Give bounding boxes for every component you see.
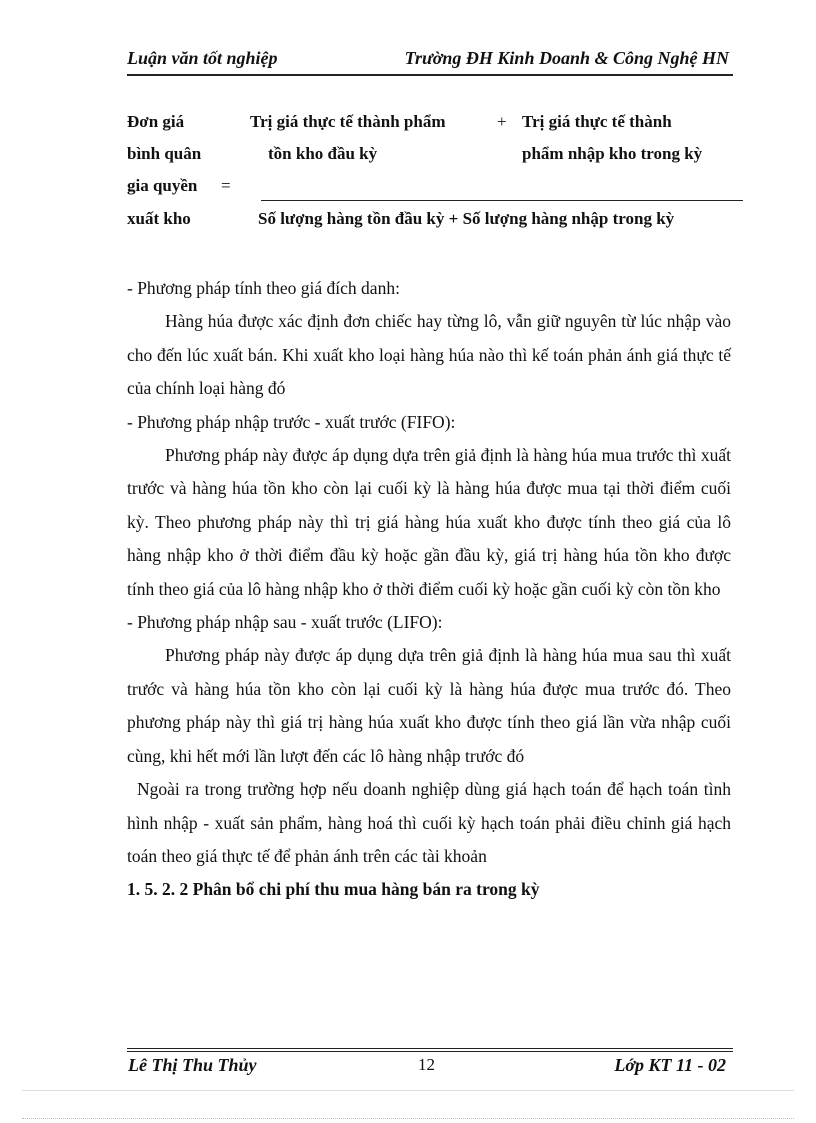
footer-rule-top	[127, 1048, 733, 1049]
formula-lhs-line-2: bình quân	[127, 144, 202, 163]
method-lifo-title: - Phương pháp nhập sau - xuất trước (LIFO):	[127, 612, 443, 633]
formula-lhs-line-3: gia quyền	[127, 176, 198, 195]
body-text	[127, 272, 731, 907]
formula-term1-line-1: Trị giá thực tế thành phẩm	[250, 112, 446, 131]
footer-author: Lê Thị Thu Thủy	[128, 1055, 257, 1075]
header-university: Trường ĐH Kinh Doanh & Công Nghệ HN	[404, 48, 729, 68]
footer-class: Lớp KT 11 - 02	[614, 1055, 726, 1075]
formula-term1-line-2: tồn kho đầu kỳ	[268, 144, 378, 163]
section-heading: 1. 5. 2. 2 Phân bổ chi phí thu mua hàng bán ra trong kỳ	[127, 879, 540, 900]
method-fifo-paragraph: Phương pháp này được áp dụng dựa trên giả định là hàng húa mua trước thì xuất trước và hàng húa tồn kho còn lại cuối kỳ là hàng húa được mua tại thời điểm cuối kỳ. Theo phương pháp này thì trị giá hàng húa xuất kho được tính theo giá của lô hàng nhập kho ở thời điểm đầu kỳ hoặc gần đầu kỳ, giá trị hàng húa tồn kho được tính theo giá của lô hàng nhập kho ở thời điểm cuối kỳ hoặc gần cuối kỳ còn tồn kho	[127, 445, 731, 599]
formula-term2-line-2: phẩm nhập kho trong kỳ	[522, 144, 703, 163]
formula-block	[127, 112, 747, 242]
page-border-line	[22, 1090, 794, 1091]
formula-equals: =	[221, 176, 231, 195]
header-thesis-label: Luận văn tốt nghiệp	[127, 48, 278, 68]
page-header	[127, 48, 733, 76]
fraction-bar	[261, 200, 743, 201]
page-border-dots	[22, 1118, 794, 1119]
formula-lhs-line-4: xuất kho	[127, 209, 191, 228]
formula-denominator: Số lượng hàng tồn đầu kỳ + Số lượng hàng nhập trong kỳ	[258, 209, 675, 228]
formula-term2-line-1: Trị giá thực tế thành	[522, 112, 672, 131]
method-specific-title: - Phương pháp tính theo giá đích danh:	[127, 278, 400, 298]
footer-rule-bottom	[127, 1051, 733, 1052]
page-number: 12	[418, 1055, 435, 1074]
method-fifo-title: - Phương pháp nhập trước - xuất trước (FIFO):	[127, 411, 456, 432]
formula-lhs-line-1: Đơn giá	[127, 112, 185, 131]
accounting-price-paragraph: Ngoài ra trong trường hợp nếu doanh nghiệp dùng giá hạch toán để hạch toán tình hình nhập - xuất sản phẩm, hàng hoá thì cuối kỳ hạch toán phải điều chỉnh giá hạch toán theo giá thực tế để phản ánh trên các tài khoản	[127, 779, 731, 866]
method-specific-paragraph: Hàng húa được xác định đơn chiếc hay từng lô, vẫn giữ nguyên từ lúc nhập vào cho đến lúc xuất bán. Khi xuất kho loại hàng húa nào thì kế toán phản ánh giá thực tế của chính loại hàng đó	[127, 311, 731, 399]
method-lifo-paragraph: Phương pháp này được áp dụng dựa trên giả định là hàng húa mua sau thì xuất trước và hàng húa tồn kho còn lại cuối kỳ là hàng húa được mua trước đó. Theo phương pháp này thì giá trị hàng húa xuất kho được tính theo giá lần vừa nhập cuối cùng, khi hết mới lần lượt đến các lô hàng nhập trước đó	[127, 645, 731, 766]
formula-plus: +	[497, 112, 507, 131]
